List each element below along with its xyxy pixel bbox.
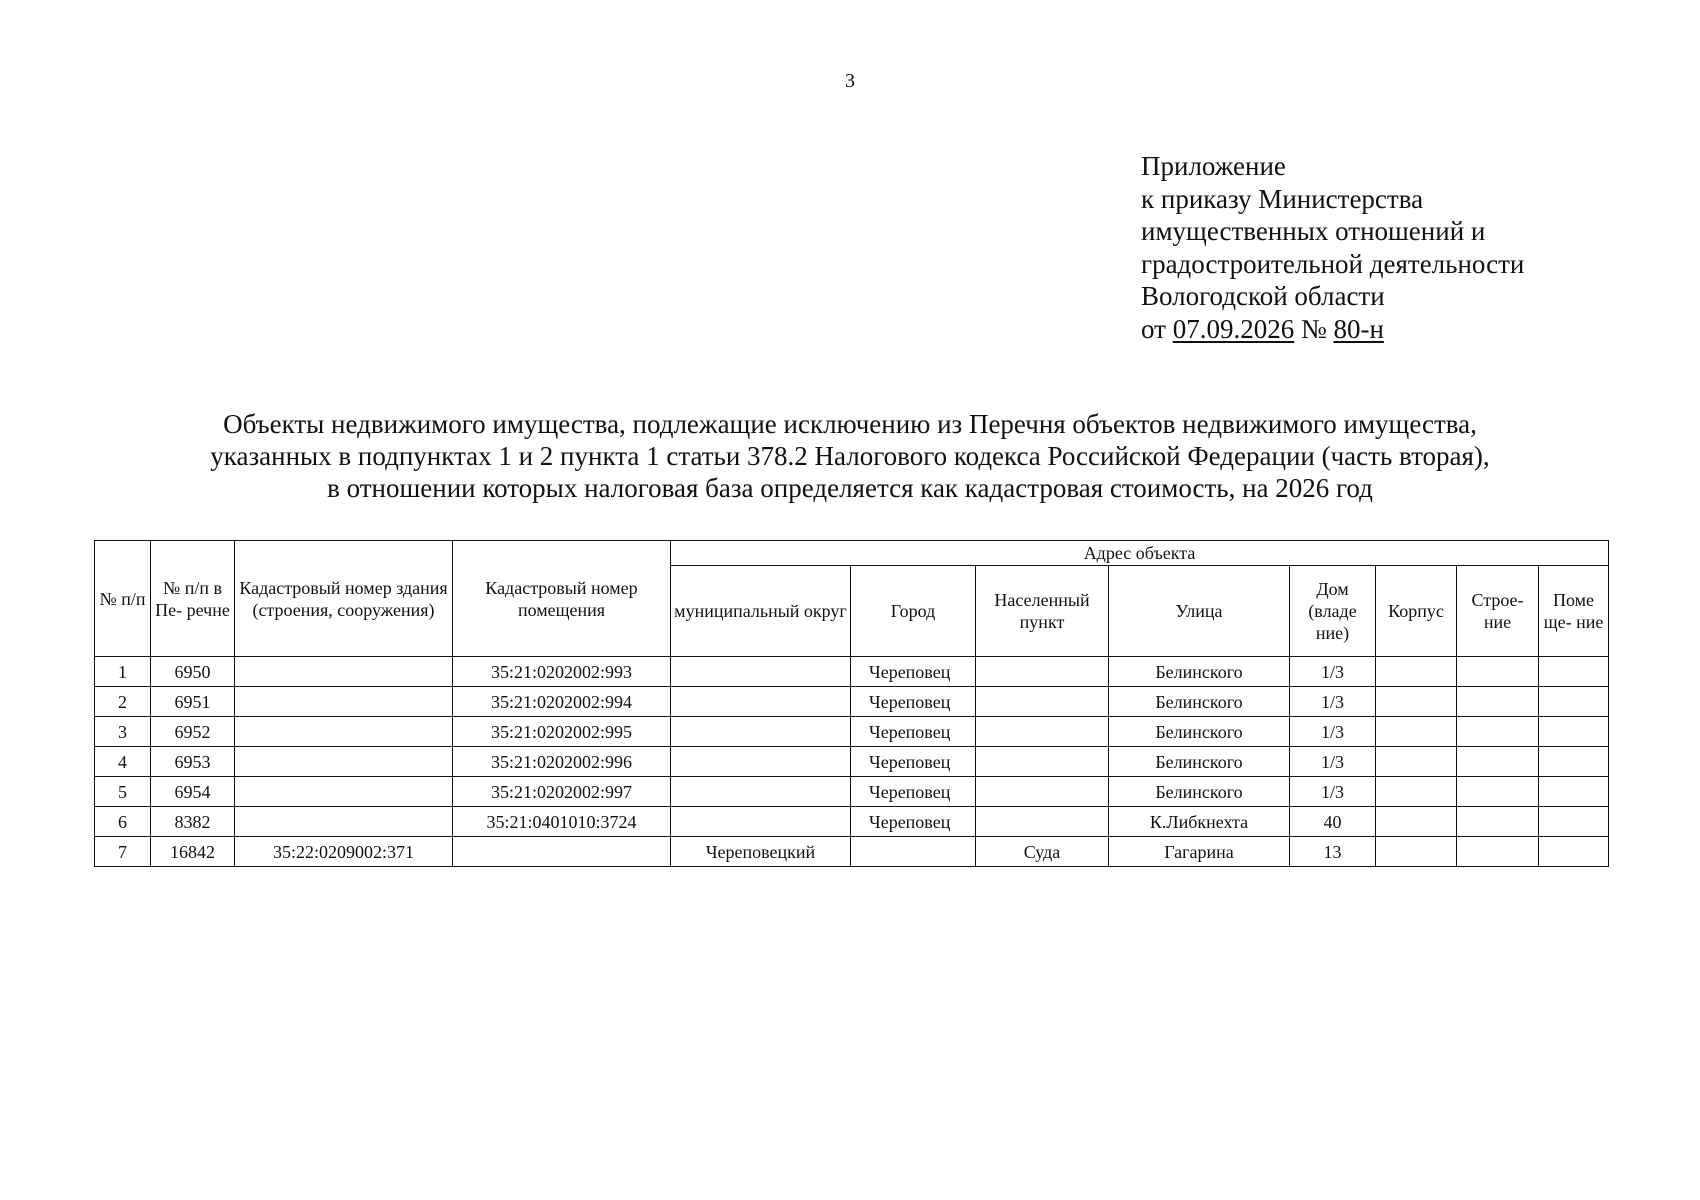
cell-stroenie — [1457, 807, 1539, 837]
cell-municipal-district — [671, 777, 851, 807]
cell-municipal-district — [671, 657, 851, 687]
cell-municipal-district — [671, 747, 851, 777]
page-number: 3 — [845, 70, 855, 92]
header-num: № п/п — [95, 541, 151, 657]
cell-pomeshchenie — [1539, 777, 1609, 807]
cell-korpus — [1376, 657, 1457, 687]
order-number: 80-н — [1333, 313, 1384, 344]
cell-list-num: 6954 — [151, 777, 235, 807]
cell-settlement: Суда — [976, 837, 1109, 867]
cell-list-num: 8382 — [151, 807, 235, 837]
cell-pomeshchenie — [1539, 837, 1609, 867]
header-settlement: Населенный пункт — [976, 566, 1109, 657]
table-row — [95, 687, 1609, 717]
cell-stroenie — [1457, 777, 1539, 807]
cell-city: Череповец — [851, 807, 976, 837]
cell-num: 5 — [95, 777, 151, 807]
cell-korpus — [1376, 747, 1457, 777]
header-city: Город — [851, 566, 976, 657]
cell-settlement — [976, 747, 1109, 777]
cell-korpus — [1376, 717, 1457, 747]
header-house: Дом (владе ние) — [1290, 566, 1376, 657]
cell-building-cadastral — [235, 717, 453, 747]
header-list-num: № п/п в Пе- речне — [151, 541, 235, 657]
cell-room-cadastral: 35:21:0202002:996 — [453, 747, 671, 777]
header-building-cadastral: Кадастровый номер здания (строения, сооружения) — [235, 541, 453, 657]
cell-building-cadastral: 35:22:0209002:371 — [235, 837, 453, 867]
cell-municipal-district — [671, 807, 851, 837]
cell-stroenie — [1457, 687, 1539, 717]
cell-settlement — [976, 777, 1109, 807]
cell-building-cadastral — [235, 777, 453, 807]
cell-pomeshchenie — [1539, 747, 1609, 777]
cell-korpus — [1376, 687, 1457, 717]
cell-city: Череповец — [851, 777, 976, 807]
cell-house: 1/3 — [1290, 747, 1376, 777]
cell-municipal-district: Череповецкий — [671, 837, 851, 867]
cell-pomeshchenie — [1539, 657, 1609, 687]
cell-korpus — [1376, 777, 1457, 807]
header-pomeshchenie: Поме ще- ние — [1539, 566, 1609, 657]
cell-house: 1/3 — [1290, 687, 1376, 717]
header-street: Улица — [1109, 566, 1290, 657]
table-row — [95, 747, 1609, 777]
cell-korpus — [1376, 837, 1457, 867]
table-row — [95, 807, 1609, 837]
cell-list-num: 6953 — [151, 747, 235, 777]
cell-room-cadastral: 35:21:0202002:993 — [453, 657, 671, 687]
document-title — [80, 408, 1620, 504]
appendix-line-1: Приложение — [1141, 151, 1286, 181]
appendix-block — [1141, 150, 1524, 345]
cell-num: 4 — [95, 747, 151, 777]
cell-municipal-district — [671, 717, 851, 747]
cell-street: Белинского — [1109, 687, 1290, 717]
cell-street: Белинского — [1109, 747, 1290, 777]
cell-house: 1/3 — [1290, 777, 1376, 807]
cell-house: 40 — [1290, 807, 1376, 837]
cell-settlement — [976, 717, 1109, 747]
cell-num: 2 — [95, 687, 151, 717]
cell-stroenie — [1457, 657, 1539, 687]
cell-street: К.Либкнехта — [1109, 807, 1290, 837]
cell-korpus — [1376, 807, 1457, 837]
header-korpus: Корпус — [1376, 566, 1457, 657]
cell-building-cadastral — [235, 657, 453, 687]
number-sign: № — [1300, 313, 1327, 344]
cell-stroenie — [1457, 717, 1539, 747]
order-date: 07.09.2026 — [1172, 313, 1295, 344]
cell-house: 1/3 — [1290, 657, 1376, 687]
cell-municipal-district — [671, 687, 851, 717]
cell-settlement — [976, 807, 1109, 837]
header-room-cadastral: Кадастровый номер помещения — [453, 541, 671, 657]
cell-list-num: 6950 — [151, 657, 235, 687]
cell-stroenie — [1457, 747, 1539, 777]
appendix-date-line — [1141, 313, 1524, 346]
cell-house: 1/3 — [1290, 717, 1376, 747]
cell-building-cadastral — [235, 807, 453, 837]
header-address-group: Адрес объекта — [671, 541, 1609, 566]
cell-settlement — [976, 687, 1109, 717]
cell-city: Череповец — [851, 657, 976, 687]
cell-pomeshchenie — [1539, 717, 1609, 747]
cell-num: 1 — [95, 657, 151, 687]
date-prefix: от — [1141, 313, 1166, 344]
cell-room-cadastral — [453, 837, 671, 867]
title-line-2: указанных в подпунктах 1 и 2 пункта 1 статьи 378.2 Налогового кодекса Российской Федерации (часть вторая), — [210, 441, 1490, 471]
cell-city: Череповец — [851, 717, 976, 747]
cell-room-cadastral: 35:21:0202002:995 — [453, 717, 671, 747]
cell-room-cadastral: 35:21:0401010:3724 — [453, 807, 671, 837]
cell-num: 3 — [95, 717, 151, 747]
cell-num: 6 — [95, 807, 151, 837]
appendix-line-5: Вологодской области — [1141, 281, 1385, 311]
table-row — [95, 777, 1609, 807]
table-row — [95, 717, 1609, 747]
table-row — [95, 837, 1609, 867]
cell-pomeshchenie — [1539, 807, 1609, 837]
cell-street: Белинского — [1109, 717, 1290, 747]
cell-stroenie — [1457, 837, 1539, 867]
cell-list-num: 16842 — [151, 837, 235, 867]
cell-list-num: 6951 — [151, 687, 235, 717]
cell-city: Череповец — [851, 747, 976, 777]
header-stroenie: Строе- ние — [1457, 566, 1539, 657]
header-municipal-district: муниципальный округ — [671, 566, 851, 657]
cell-list-num: 6952 — [151, 717, 235, 747]
appendix-line-2: к приказу Министерства — [1141, 183, 1424, 214]
objects-table — [94, 540, 1609, 867]
cell-city: Череповец — [851, 687, 976, 717]
cell-city — [851, 837, 976, 867]
cell-street: Белинского — [1109, 777, 1290, 807]
cell-street: Белинского — [1109, 657, 1290, 687]
appendix-line-3: имущественных отношений и — [1141, 216, 1486, 246]
cell-street: Гагарина — [1109, 837, 1290, 867]
appendix-line-4: градостроительной деятельности — [1141, 248, 1525, 279]
cell-room-cadastral: 35:21:0202002:997 — [453, 777, 671, 807]
title-line-1: Объекты недвижимого имущества, подлежащие исключению из Перечня объектов недвижимого имущества, — [223, 409, 1477, 439]
cell-building-cadastral — [235, 687, 453, 717]
cell-num: 7 — [95, 837, 151, 867]
title-line-3: в отношении которых налоговая база определяется как кадастровая стоимость, на 2026 год — [327, 473, 1373, 503]
cell-house: 13 — [1290, 837, 1376, 867]
cell-building-cadastral — [235, 747, 453, 777]
cell-room-cadastral: 35:21:0202002:994 — [453, 687, 671, 717]
table-row — [95, 657, 1609, 687]
cell-pomeshchenie — [1539, 687, 1609, 717]
cell-settlement — [976, 657, 1109, 687]
